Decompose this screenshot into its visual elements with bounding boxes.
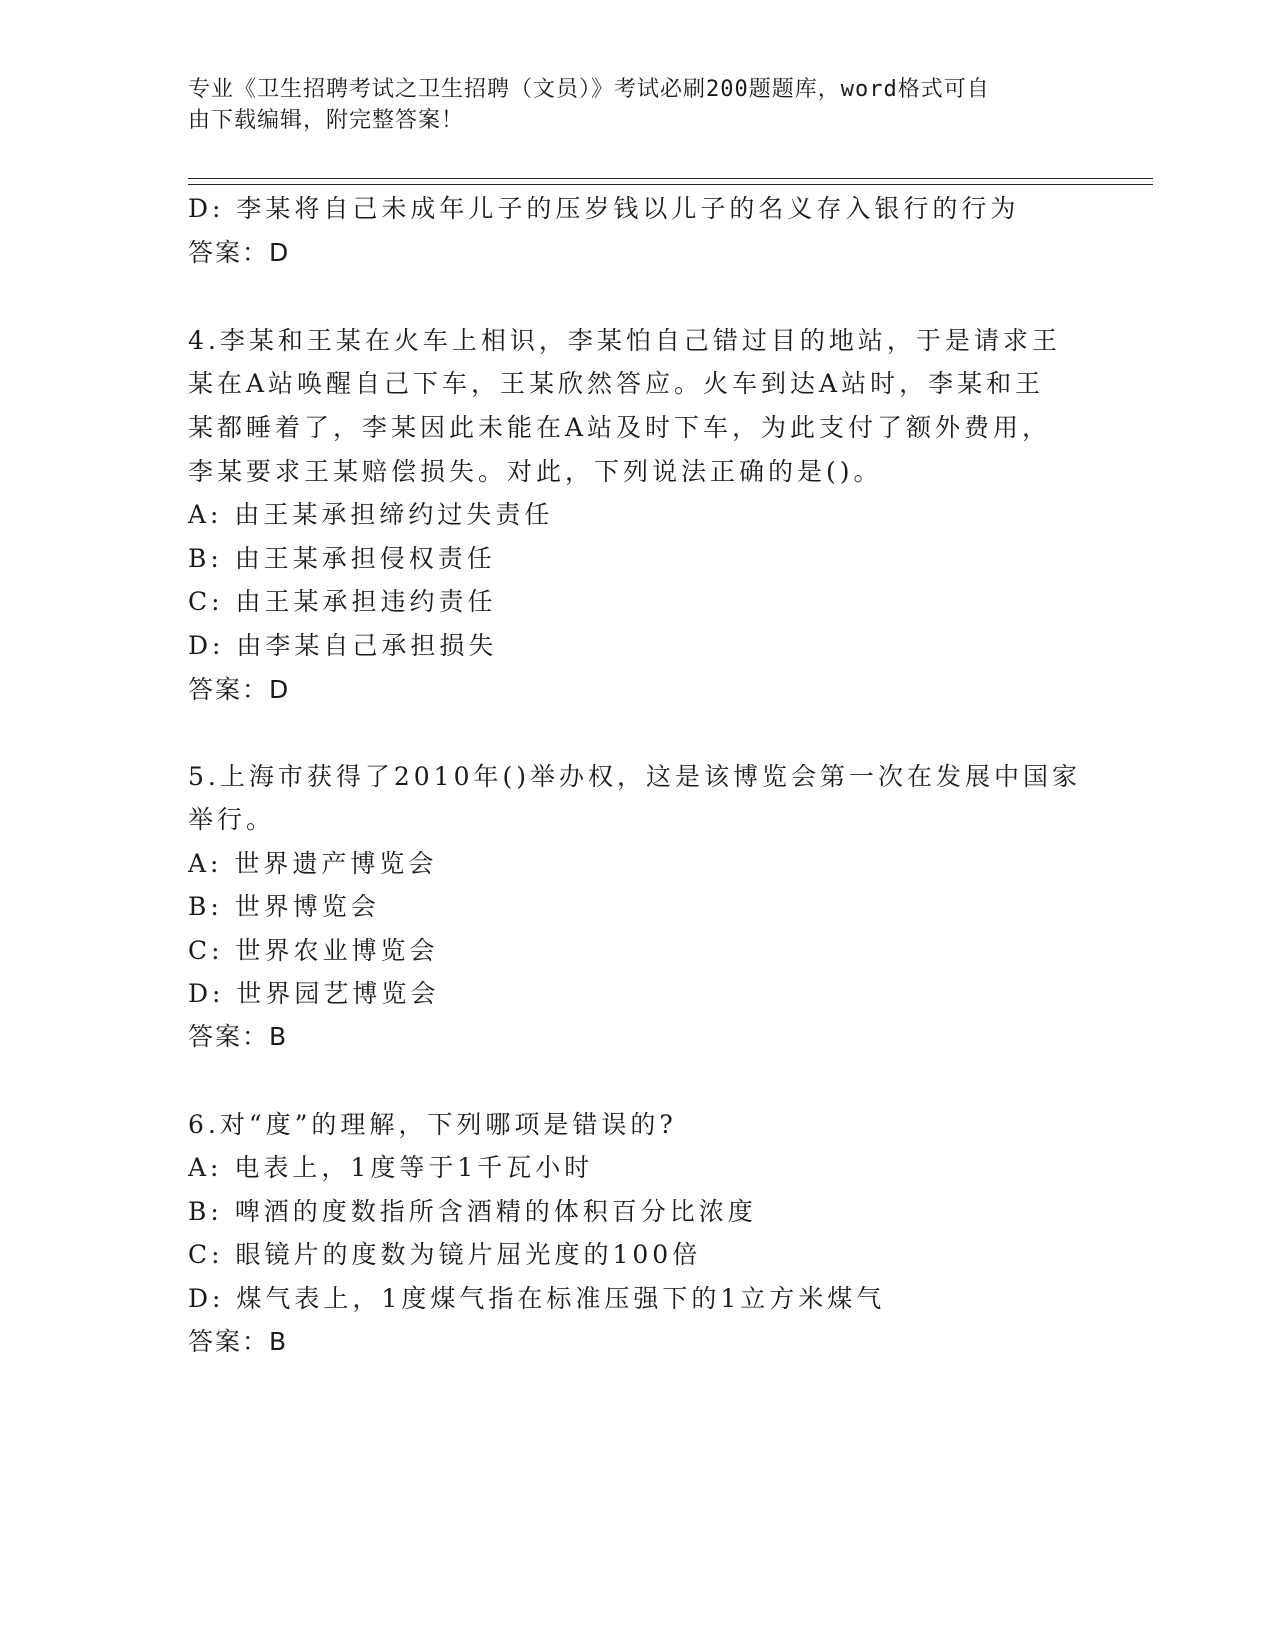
- q3-answer: 答案：D: [188, 238, 291, 267]
- q6-option-c: C: 眼镜片的度数为镜片屈光度的100倍: [188, 1240, 702, 1269]
- q4-option-a: A: 由王某承担缔约过失责任: [188, 500, 554, 529]
- q5-option-c: C: 世界农业博览会: [188, 936, 439, 965]
- header-line-1: 专业《卫生招聘考试之卫生招聘（文员）》考试必刷200题题库，word格式可自: [188, 77, 990, 102]
- header-line-2: 由下载编辑，附完整答案！: [188, 108, 465, 133]
- q6-stem-line-1: 6.对“度”的理解，下列哪项是错误的?: [188, 1110, 677, 1139]
- q4-stem-line-2: 某在A站唤醒自己下车，王某欣然答应。火车到达A站时，李某和王: [188, 369, 1045, 398]
- header-divider-top: [188, 178, 1153, 179]
- q4-stem-line-3: 某都睡着了，李某因此未能在A站及时下车，为此支付了额外费用，: [188, 413, 1052, 442]
- q4-option-c: C: 由王某承担违约责任: [188, 587, 497, 616]
- q5-option-d: D: 世界园艺博览会: [188, 979, 440, 1008]
- q6-option-a: A: 电表上，1度等于1千瓦小时: [188, 1153, 594, 1182]
- q3-option-d: D: 李某将自己未成年儿子的压岁钱以儿子的名义存入银行的行为: [188, 194, 1020, 223]
- q4-stem-line-1: 4.李某和王某在火车上相识，李某怕自己错过目的地站，于是请求王: [188, 326, 1061, 355]
- q4-option-b: B: 由王某承担侵权责任: [188, 544, 496, 573]
- header-divider-bottom: [188, 184, 1153, 185]
- q5-option-b: B: 世界博览会: [188, 892, 380, 921]
- q6-answer: 答案：B: [188, 1327, 289, 1356]
- q4-answer: 答案：D: [188, 675, 291, 704]
- q5-stem-line-1: 5.上海市获得了2010年()举办权，这是该博览会第一次在发展中国家: [188, 762, 1081, 791]
- q5-answer: 答案：B: [188, 1022, 289, 1051]
- q5-stem-line-2: 举行。: [188, 805, 276, 834]
- document-header: [188, 74, 1068, 136]
- q4-option-d: D: 由李某自己承担损失: [188, 631, 498, 660]
- q4-stem-line-4: 李某要求王某赔偿损失。对此，下列说法正确的是()。: [188, 457, 883, 486]
- q6-option-d: D: 煤气表上，1度煤气指在标准压强下的1立方米煤气: [188, 1284, 886, 1313]
- q5-option-a: A: 世界遗产博览会: [188, 849, 438, 878]
- q6-option-b: B: 啤酒的度数指所含酒精的体积百分比浓度: [188, 1197, 757, 1226]
